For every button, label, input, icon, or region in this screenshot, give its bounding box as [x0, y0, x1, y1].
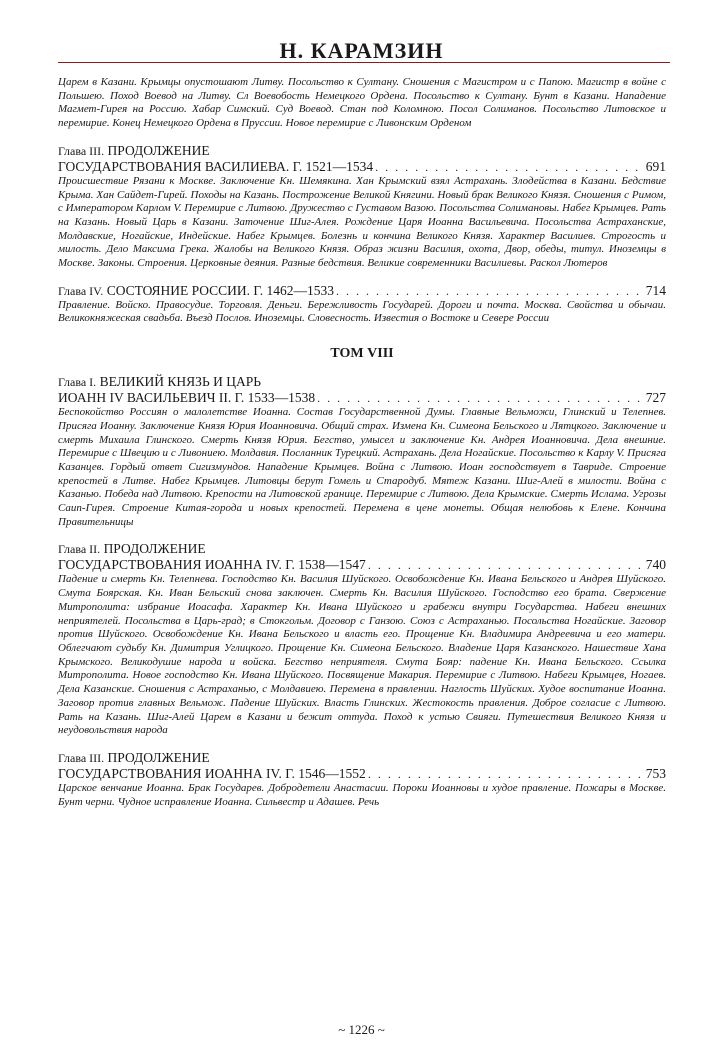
page-ref: 740	[645, 557, 666, 573]
chapter-title: ПРОДОЛЖЕНИЕ	[103, 541, 206, 557]
chapter-title-line[interactable]	[58, 159, 666, 175]
dot-leader	[368, 766, 644, 782]
dot-leader	[375, 159, 644, 175]
chapter-heading-line	[58, 143, 666, 159]
chapter-title: ГОСУДАРСТВОВАНИЯ ИОАННА IV. Г. 1538—1547	[58, 557, 366, 573]
chapter-title: ГОСУДАРСТВОВАНИЯ ВАСИЛИЕВА. Г. 1521—1534	[58, 158, 374, 174]
chapter-summary: Правление. Войско. Правосудие. Торговля. Деньги. Бережливость Государей. Дороги и почта. Москва. Свойства и обычаи. Великокняжеская свадьба. Въезд Послов. Иноземцы. Словесность. Известия о Востоке и Севере России	[58, 298, 666, 325]
volume-heading: ТОМ VIII	[330, 346, 394, 362]
chapter-label: Глава III.	[58, 143, 105, 158]
chapter-heading-line	[58, 750, 666, 766]
page-number: ~ 1226 ~	[338, 1022, 385, 1037]
page-ref: 753	[645, 765, 666, 781]
chapter-heading-line	[58, 374, 666, 390]
toc-entry	[58, 750, 666, 809]
chapter-summary: Беспокойство Россиян о малолетстве Иоанна. Состав Государственной Думы. Главные Вельможи, Глинский и Телепнев. Присяга Иоанну. Заключение Князя Юрия Иоанновича. Общий страх. Измена Кн. Симеона Бельского и Лятцкого. Заключение и смерть Михаила Глинского. Смерть Князя Юрия. Бегство, умысел и заключение Кн. Андрея Иоанновича. Дела внешние. Перемирие с Швецию и с Ливониею. Молдавия. Посланник Турецкий. Астрахань. Дела Ногайские. Посольство к Карлу V. Присяга Казанцев. Гордый ответ Сигизмундов. Нападение Крымцев. Война с Литвою. Иоан господствует в Тавриде. Строение крепостей в Литве. Набег Крымцев. Литовцы берут Гомель и Стародуб. Мятеж Казани. Шиг-Алей в милости. Война с Казанью. Победа над Литвою. Крепости на Литовской границе. Перемирие с Литвою. Дела Крымские. Смерть Ислама. Угрозы Саип-Гирея. Строение Китая-города и новых крепостей. Перемена в цене монеты. Общая нелюбовь к Елене. Кончина Правительницы	[58, 406, 666, 528]
chapter-title: ГОСУДАРСТВОВАНИЯ ИОАННА IV. Г. 1546—1552	[58, 765, 366, 781]
dot-leader	[317, 390, 644, 406]
chapter-title: ВЕЛИКИЙ КНЯЗЬ И ЦАРЬ	[99, 374, 261, 390]
table-of-contents	[58, 76, 666, 809]
chapter-title-line[interactable]	[58, 390, 666, 406]
chapter-summary: Происшествие Рязани к Москве. Заключение Кн. Шемякина. Хан Крымский взял Астрахань. Злодейства в Казани. Бедствие Крыма. Хан Сайдет-Гирей. Походы на Казань. Построжение Великой Княгини. Новый брак Великого Князя. Сношения с Римом, с Императором Карлом V. Перемирие с Литвою. Дружество с Густавом Вазою. Посольства Солимановы. Набег Крымцев. Рать на Казань. Новый Царь в Казани. Заточение Шиг-Алея. Рождение Царя Иоанна Васильевича. Посольства Астраханские, Молдавские, Ногайские, Индейские. Набег Крымцев. Болезнь и кончина Великого Князя. Характер Василиев. Строгость и милость. Дело Максима Грека. Жалобы на Великого Князя. Образ жизни Василия, охота, Двор, обеды, титул. Иноземцы в Москве. Законы. Строения. Церковные деяния. Разные бедствия. Великие современники Василиевы. Раскол Лютеров	[58, 174, 666, 270]
page-ref: 691	[645, 158, 666, 174]
chapter-title	[58, 283, 334, 299]
chapter-title-text: СОСТОЯНИЕ РОССИИ. Г. 1462—1533	[106, 282, 334, 298]
chapter-label: Глава I.	[58, 375, 97, 390]
chapter-label: Глава III.	[58, 750, 105, 765]
chapter-title-line[interactable]	[58, 283, 666, 299]
intro-summary: Царем в Казани. Крымцы опустошают Литву. Посольство к Султану. Сношения с Магистром и с Папою. Магистр в войне с Польшею. Поход Воевод на Литву. Сл Воевобость Немецкого Ордена. Посольство к Султану. Бунт в Казани. Нападение Магмет-Гирея на Россию. Хабар Симский. Суд Воевод. Стан под Коломною. Посол Солиманов. Посольство Литовское и перемирие. Конец Немецкого Ордена в Пруссии. Новое перемирие с Ливонским Орденом	[58, 76, 666, 130]
toc-entry	[58, 374, 666, 529]
chapter-label: Глава IV.	[58, 283, 104, 298]
dot-leader	[336, 283, 644, 299]
running-header-title: Н. КАРАМЗИН	[279, 38, 444, 63]
page-ref: 727	[645, 390, 666, 406]
header-rule	[58, 62, 670, 63]
page-ref: 714	[645, 282, 666, 298]
dot-leader	[368, 557, 644, 573]
chapter-title: ПРОДОЛЖЕНИЕ	[107, 749, 210, 765]
chapter-label: Глава II.	[58, 542, 101, 557]
toc-entry	[58, 541, 666, 737]
toc-entry	[58, 283, 666, 326]
chapter-title: ИОАНН IV ВАСИЛЬЕВИЧ II. Г. 1533—1538	[58, 390, 316, 406]
chapter-heading-line	[58, 541, 666, 557]
chapter-title-line[interactable]	[58, 557, 666, 573]
chapter-title: ПРОДОЛЖЕНИЕ	[107, 142, 210, 158]
chapter-summary: Падение и смерть Кн. Телепнева. Господство Кн. Василия Шуйского. Освобождение Кн. Ивана Бельского и Андрея Шуйского. Смута Боярская. Кн. Иван Бельский снова заключен. Смерть Кн. Василия Шуйского. Господство его брата. Свержение Митрополита: избрание Иоасафа. Характер Кн. Ивана Шуйского и грабежи внутри Государства. Набеги внешних неприятелей. Посольства в Царь-град; в Стокгольм. Договор с Ганзою. Союз с Астраханью. Посольства Ногайские. Заговор против Шуйского. Освобождение Кн. Ивана Бельского и власть его. Прощение Кн. Владимира Андреевича и его матери. Облегчают судьбу Кн. Димитрия Углицкого. Прощение Кн. Симеона Бельского. Владение Царя Казанского. Нашествие Хана Крымского. Великодушие народа и войска. Бегство неприятеля. Смута Бояр: падение Кн. Ивана Бельского. Ссылка Митрополита. Новое господство Кн. Ивана Шуйского. Посвящение Макария. Перемирие с Литвою. Набеги Крымцев, Ногаев. Дела Казанские. Сношения с Астраханью, с Молдавиею. Перемена в правлении. Наглость Шуйских. Худое воспитание Иоанна. Заговор против главных Вельмож. Падение Шуйских. Власть Глинских. Жестокость правления. Доброе согласие с Литвою. Рать на Казань. Шиг-Алей Царем в Казани и бежит оттуда. Поход к устью Свияги. Путешествия Великого Князя и неудовольствия народа	[58, 573, 666, 737]
chapter-title-line[interactable]	[58, 766, 666, 782]
toc-entry	[58, 143, 666, 271]
chapter-summary: Царское венчание Иоанна. Брак Государев. Добродетели Анастасии. Пороки Иоанновы и худое правление. Пожары в Москве. Бунт черни. Чудное исправление Иоанна. Сильвестр и Адашев. Речь	[58, 781, 666, 808]
